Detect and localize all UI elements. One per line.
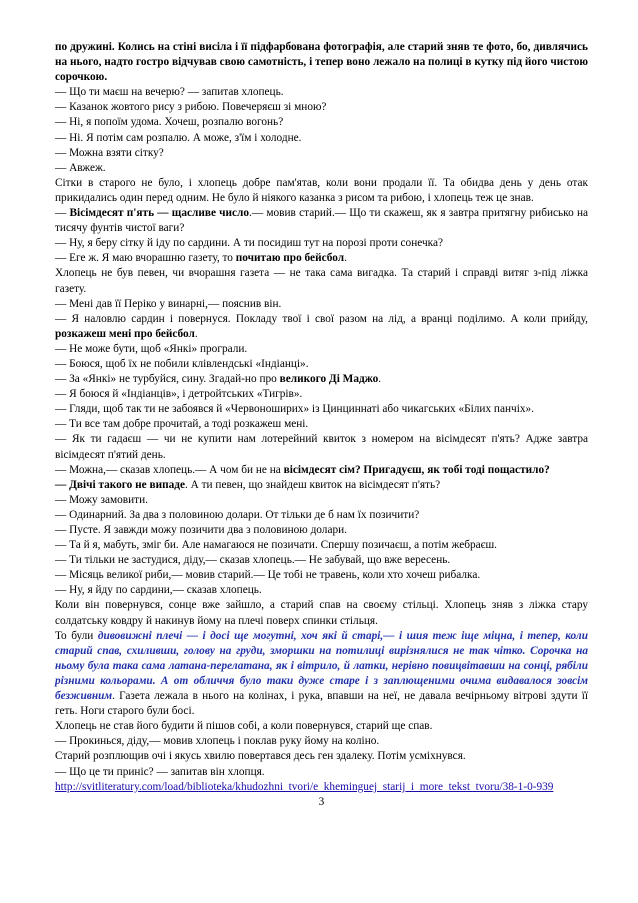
bold-text: великого Ді Маджо — [279, 373, 379, 386]
dialogue-line: — Не може бути, щоб «Янкі» програли. — [55, 342, 248, 355]
paragraph: — Як ти гадаєш — чи не купити нам лотерейний квиток з номером на вісімдесят п'ять? Адже завтра вісімдесят п'ятий день. — [55, 433, 588, 461]
dialogue-line: — Ну, я беру сітку й іду по сардини. А ти посидиш тут на порозі проти сонечка? — [55, 237, 443, 250]
paragraph: — Гляди, щоб так ти не забоявся й «Червоноширих» із Цинциннаті або чикагських «Білих панчіх». — [55, 403, 534, 416]
dialogue-line: — Я боюся й «Індіанців», і детройтських «Тигрів». — [55, 388, 303, 401]
dialogue-line: — Авжеж. — [55, 161, 106, 174]
document-page — [55, 40, 588, 810]
paragraph: Коли він повернувся, сонце вже зайшло, а старий спав на своєму стільці. Хлопець зняв з ліжка стару солдатську ковдру й накинув йому на плечі поверх спинки стільця. — [55, 599, 588, 627]
dialogue-line: — Казанок жовтого рису з рибою. Повечеряєш зі мною? — [55, 101, 327, 114]
dialogue-line: — Прокинься, діду,— мовив хлопець і поклав руку йому на коліно. — [55, 735, 380, 748]
dialogue-line: — Еге ж. Я маю вчорашню газету, то почитаю про бейсбол. — [55, 252, 347, 265]
dialogue-line: — Ну, я йду по сардини,— сказав хлопець. — [55, 584, 262, 597]
source-link[interactable]: http://svitliteratury.com/load/biblioteka/khudozhni_tvori/e_kheminguej_starij_i_more_tekst_tvoru/38-1-0-939 — [55, 780, 554, 793]
dialogue-line: — Боюся, щоб їх не побили клівлендські «Індіанці». — [55, 357, 309, 370]
dialogue-line: Хлопець не став його будити й пішов собі, а коли повернувся, старий ще спав. — [55, 720, 433, 733]
dialogue-line: — Місяць великої риби,— мовив старий.— Це тобі не травень, коли хто хочеш рибалка. — [55, 569, 481, 582]
bold-text: Вісімдесят п'ять — щасливе число — [69, 207, 250, 220]
source-link-line — [55, 780, 588, 795]
dialogue-line: — Що ти маєш на вечерю? — запитав хлопець. — [55, 86, 284, 99]
bold-text: почитаю про бейсбол — [235, 252, 345, 265]
dialogue-line: — За «Янкі» не турбуйся, сину. Згадай-но про великого Ді Маджо. — [55, 373, 382, 386]
paragraph: — Можна,— сказав хлопець.— А чом би не на вісімдесят сім? Пригадуєш, як тобі тоді пощастило? — [55, 463, 550, 476]
paragraph: Сітки в старого не було, і хлопець добре пам'ятав, коли вони продали її. Та обидва день у день отак прикидались один перед одним. Не було й ніякого казанка з рисом та рибою, і хлопець теж це знав. — [55, 176, 588, 204]
dialogue-line: — Ти тільки не застудися, діду,— сказав хлопець.— Не забувай, що вже вересень. — [55, 554, 451, 567]
paragraph: — Вісімдесят п'ять — щасливе число.— мовив старий.— Що ти скажеш, як я завтра притягну рибисько на тисячу фунтів чистої ваги? — [55, 207, 589, 235]
paragraph: — Я наловлю сардин і повернуся. Покладу твої і свої разом на лід, а вранці поділимо. А коли прийду, розкажеш мені про бейсбол. — [55, 312, 588, 340]
bold-text: розкажеш мені про бейсбол — [55, 327, 195, 340]
bold-text: вісімдесят сім? Пригадуєш, як тобі тоді пощастило? — [283, 463, 550, 476]
dialogue-line: — Ти все там добре прочитай, а тоді розкажеш мені. — [55, 418, 309, 431]
page-number: 3 — [318, 795, 325, 808]
bold-text: по дружині. Колись на стіні висіла і її підфарбована фотографія, але старий зняв те фото, бо, дивлячись на нього, надто гостро відчував свою самотність, і тепер воно лежало на полиці в кутку під його чистою сорочкою. — [55, 41, 588, 84]
dialogue-line: — Одинарний. За два з половиною долари. От тільки де б нам їх позичити? — [55, 508, 420, 521]
dialogue-line: — Пусте. Я завжди можу позичити два з половиною долари. — [55, 524, 347, 536]
dialogue-line: — Та й я, мабуть, зміг би. Але намагаюся не позичати. Спершу позичаєш, а потім жебраєш. — [55, 539, 497, 552]
paragraph: Хлопець не був певен, чи вчорашня газета — не така сама вигадка. Та старий і справді витяг з-під ліжка газету. — [55, 267, 588, 295]
paragraph — [55, 40, 588, 85]
emphasis-text: дивовижні плечі — і досі ще могутні, хоч які й старі,— і шия теж іще міцна, і тепер, коли старий спав, схиливши, голову на груди, зморшки на потилиці вирізнялися не так чітко. Сорочка на ньому була така сама латана-перелатана, як і вітрило, й латки, нерівно повицвітавши на сонці, рябіли різними кольорами. А от обличчя було таки дуже старе і з заплющеними очима видавалося зовсім безживним — [55, 629, 589, 703]
dialogue-line: — Двічі такого не випаде. А ти певен, що знайдеш квиток на вісімдесят п'ять? — [55, 478, 441, 491]
dialogue-line: — Можна взяти сітку? — [55, 146, 164, 159]
paragraph: То були дивовижні плечі — і досі ще могутні, хоч які й старі,— і шия теж іще міцна, і тепер, коли старий спав, схиливши, голову на груди, зморшки на потилиці вирізнялися не так чітко. Сорочка на ньому була така сама латана-перелатана, як і вітрило, й латки, нерівно повицвітавши на сонці, рябіли різними кольорами. А от обличчя було таки дуже старе і з заплющеними очима видавалося зовсім безживним. Газета лежала в нього на колінах, і рука, впавши на неї, не давала вечірньому вітрові здути її геть. Ноги старого були босі. — [55, 629, 589, 718]
dialogue-line: — Ні. Я потім сам розпалю. А може, з'їм і холодне. — [55, 131, 302, 144]
dialogue-line: — Мені дав її Періко у винарні,— пояснив він. — [55, 297, 282, 310]
dialogue-line: — Ні, я попоїм удома. Хочеш, розпалю вогонь? — [55, 116, 284, 129]
bold-text: — Двічі такого не випаде — [55, 478, 185, 491]
dialogue-line: — Що це ти приніс? — запитав він хлопця. — [55, 765, 265, 778]
dialogue-line: — Можу замовити. — [55, 493, 148, 506]
dialogue-line: Старий розплющив очі і якусь хвилю повертався десь ген здалеку. Потім усміхнувся. — [55, 750, 466, 763]
